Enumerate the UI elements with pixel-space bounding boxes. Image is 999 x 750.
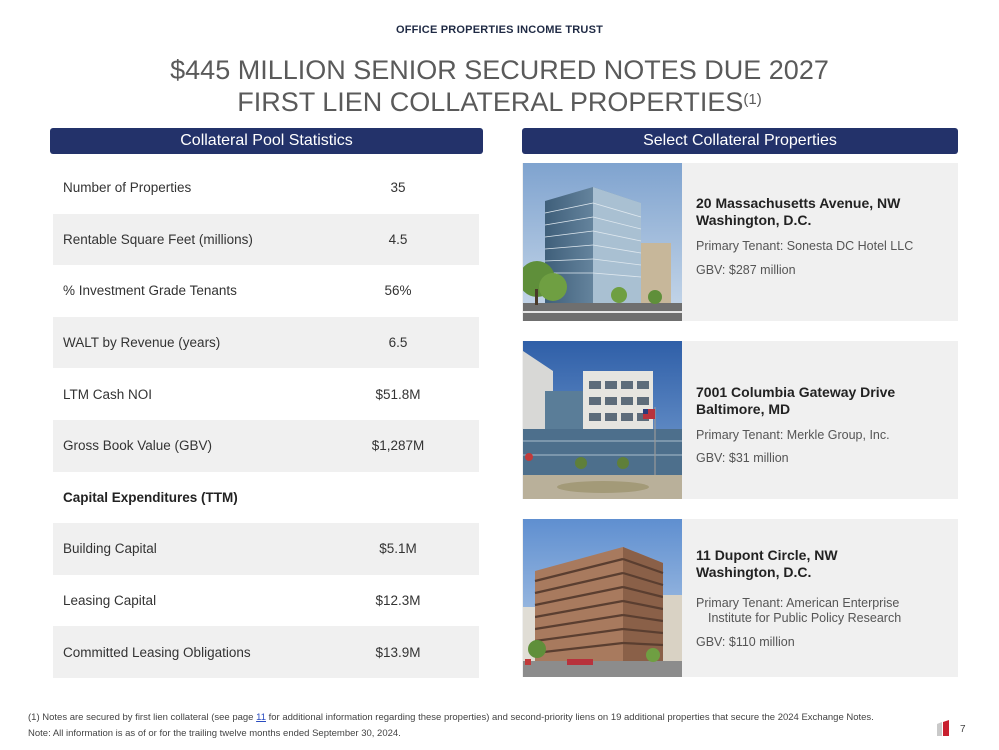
stat-label: Rentable Square Feet (millions) (63, 231, 253, 247)
property-card (522, 163, 958, 321)
stat-label: WALT by Revenue (years) (63, 335, 221, 351)
stat-label: Gross Book Value (GBV) (63, 438, 213, 454)
footnote-suffix: for additional information regarding these properties) and second-priority liens on 19 additional properties that secure the 2024 Exchange Notes. (265, 712, 874, 723)
stat-value: $13.9M (375, 644, 421, 660)
property-tenant-text: Primary Tenant: American Enterprise (696, 596, 900, 610)
property-details (696, 384, 951, 465)
title-line-2 (0, 86, 999, 118)
stat-row (53, 162, 479, 214)
title-line-1: $445 MILLION SENIOR SECURED NOTES DUE 2027 (170, 55, 829, 85)
property-tenant (696, 596, 951, 626)
stat-section-label: Capital Expenditures (TTM) (63, 489, 238, 505)
footnote-prefix: (1) Notes are secured by first lien collateral (see page (28, 712, 257, 723)
stat-value: $51.8M (375, 386, 421, 402)
property-photo-massachusetts-ave (523, 163, 682, 321)
property-card (522, 341, 958, 499)
property-tenant: Primary Tenant: Sonesta DC Hotel LLC (696, 239, 914, 253)
stat-row (53, 265, 479, 317)
stat-value: 4.5 (388, 231, 408, 247)
collateral-stats-table (53, 162, 479, 678)
property-tenant: Primary Tenant: Merkle Group, Inc. (696, 428, 890, 442)
property-gbv: GBV: $31 million (696, 451, 789, 465)
stat-value: $1,287M (371, 438, 425, 454)
stat-value: 6.5 (388, 335, 408, 351)
stat-value: 56% (384, 283, 412, 299)
stat-value: $5.1M (379, 541, 417, 557)
stat-label: % Investment Grade Tenants (63, 283, 237, 299)
property-location: Washington, D.C. (696, 564, 812, 580)
stat-row (53, 214, 479, 266)
footnote-marker: (1) (743, 91, 762, 108)
stat-section-row (53, 472, 479, 524)
property-details (696, 195, 951, 277)
property-details (696, 547, 951, 649)
note: Note: All information is as of or for the trailing twelve months ended September 30, 2024. (28, 728, 401, 739)
stat-row (53, 420, 479, 472)
stat-row (53, 523, 479, 575)
property-photo-columbia-gateway (523, 341, 682, 499)
property-location: Baltimore, MD (696, 401, 791, 417)
property-location: Washington, D.C. (696, 212, 812, 228)
stat-row (53, 626, 479, 678)
page-title (0, 54, 999, 118)
stat-row (53, 575, 479, 627)
property-tenant-cont: Institute for Public Policy Research (708, 611, 902, 625)
collateral-pool-statistics-header: Collateral Pool Statistics (50, 128, 483, 154)
page-number: 7 (960, 724, 966, 735)
company-logo-icon (936, 720, 950, 736)
title-line-2-text: FIRST LIEN COLLATERAL PROPERTIES (237, 87, 744, 117)
property-gbv: GBV: $110 million (696, 635, 795, 649)
stat-label: LTM Cash NOI (63, 386, 153, 402)
stat-label: Leasing Capital (63, 593, 157, 609)
property-name: 20 Massachusetts Avenue, NW (696, 195, 901, 211)
property-photo-dupont-circle (523, 519, 682, 677)
stat-label: Number of Properties (63, 180, 192, 196)
stat-value: 35 (390, 180, 406, 196)
select-collateral-properties-header: Select Collateral Properties (522, 128, 958, 154)
stat-label: Building Capital (63, 541, 157, 557)
page-11-link[interactable]: 11 (256, 712, 266, 723)
property-gbv: GBV: $287 million (696, 263, 796, 277)
property-card (522, 519, 958, 677)
footnote (28, 712, 874, 723)
stat-row (53, 317, 479, 369)
company-name: OFFICE PROPERTIES INCOME TRUST (395, 24, 604, 36)
stat-value: $12.3M (375, 593, 421, 609)
property-name: 11 Dupont Circle, NW (696, 547, 838, 563)
stat-label: Committed Leasing Obligations (63, 644, 251, 660)
stat-row (53, 368, 479, 420)
property-name: 7001 Columbia Gateway Drive (696, 384, 896, 400)
